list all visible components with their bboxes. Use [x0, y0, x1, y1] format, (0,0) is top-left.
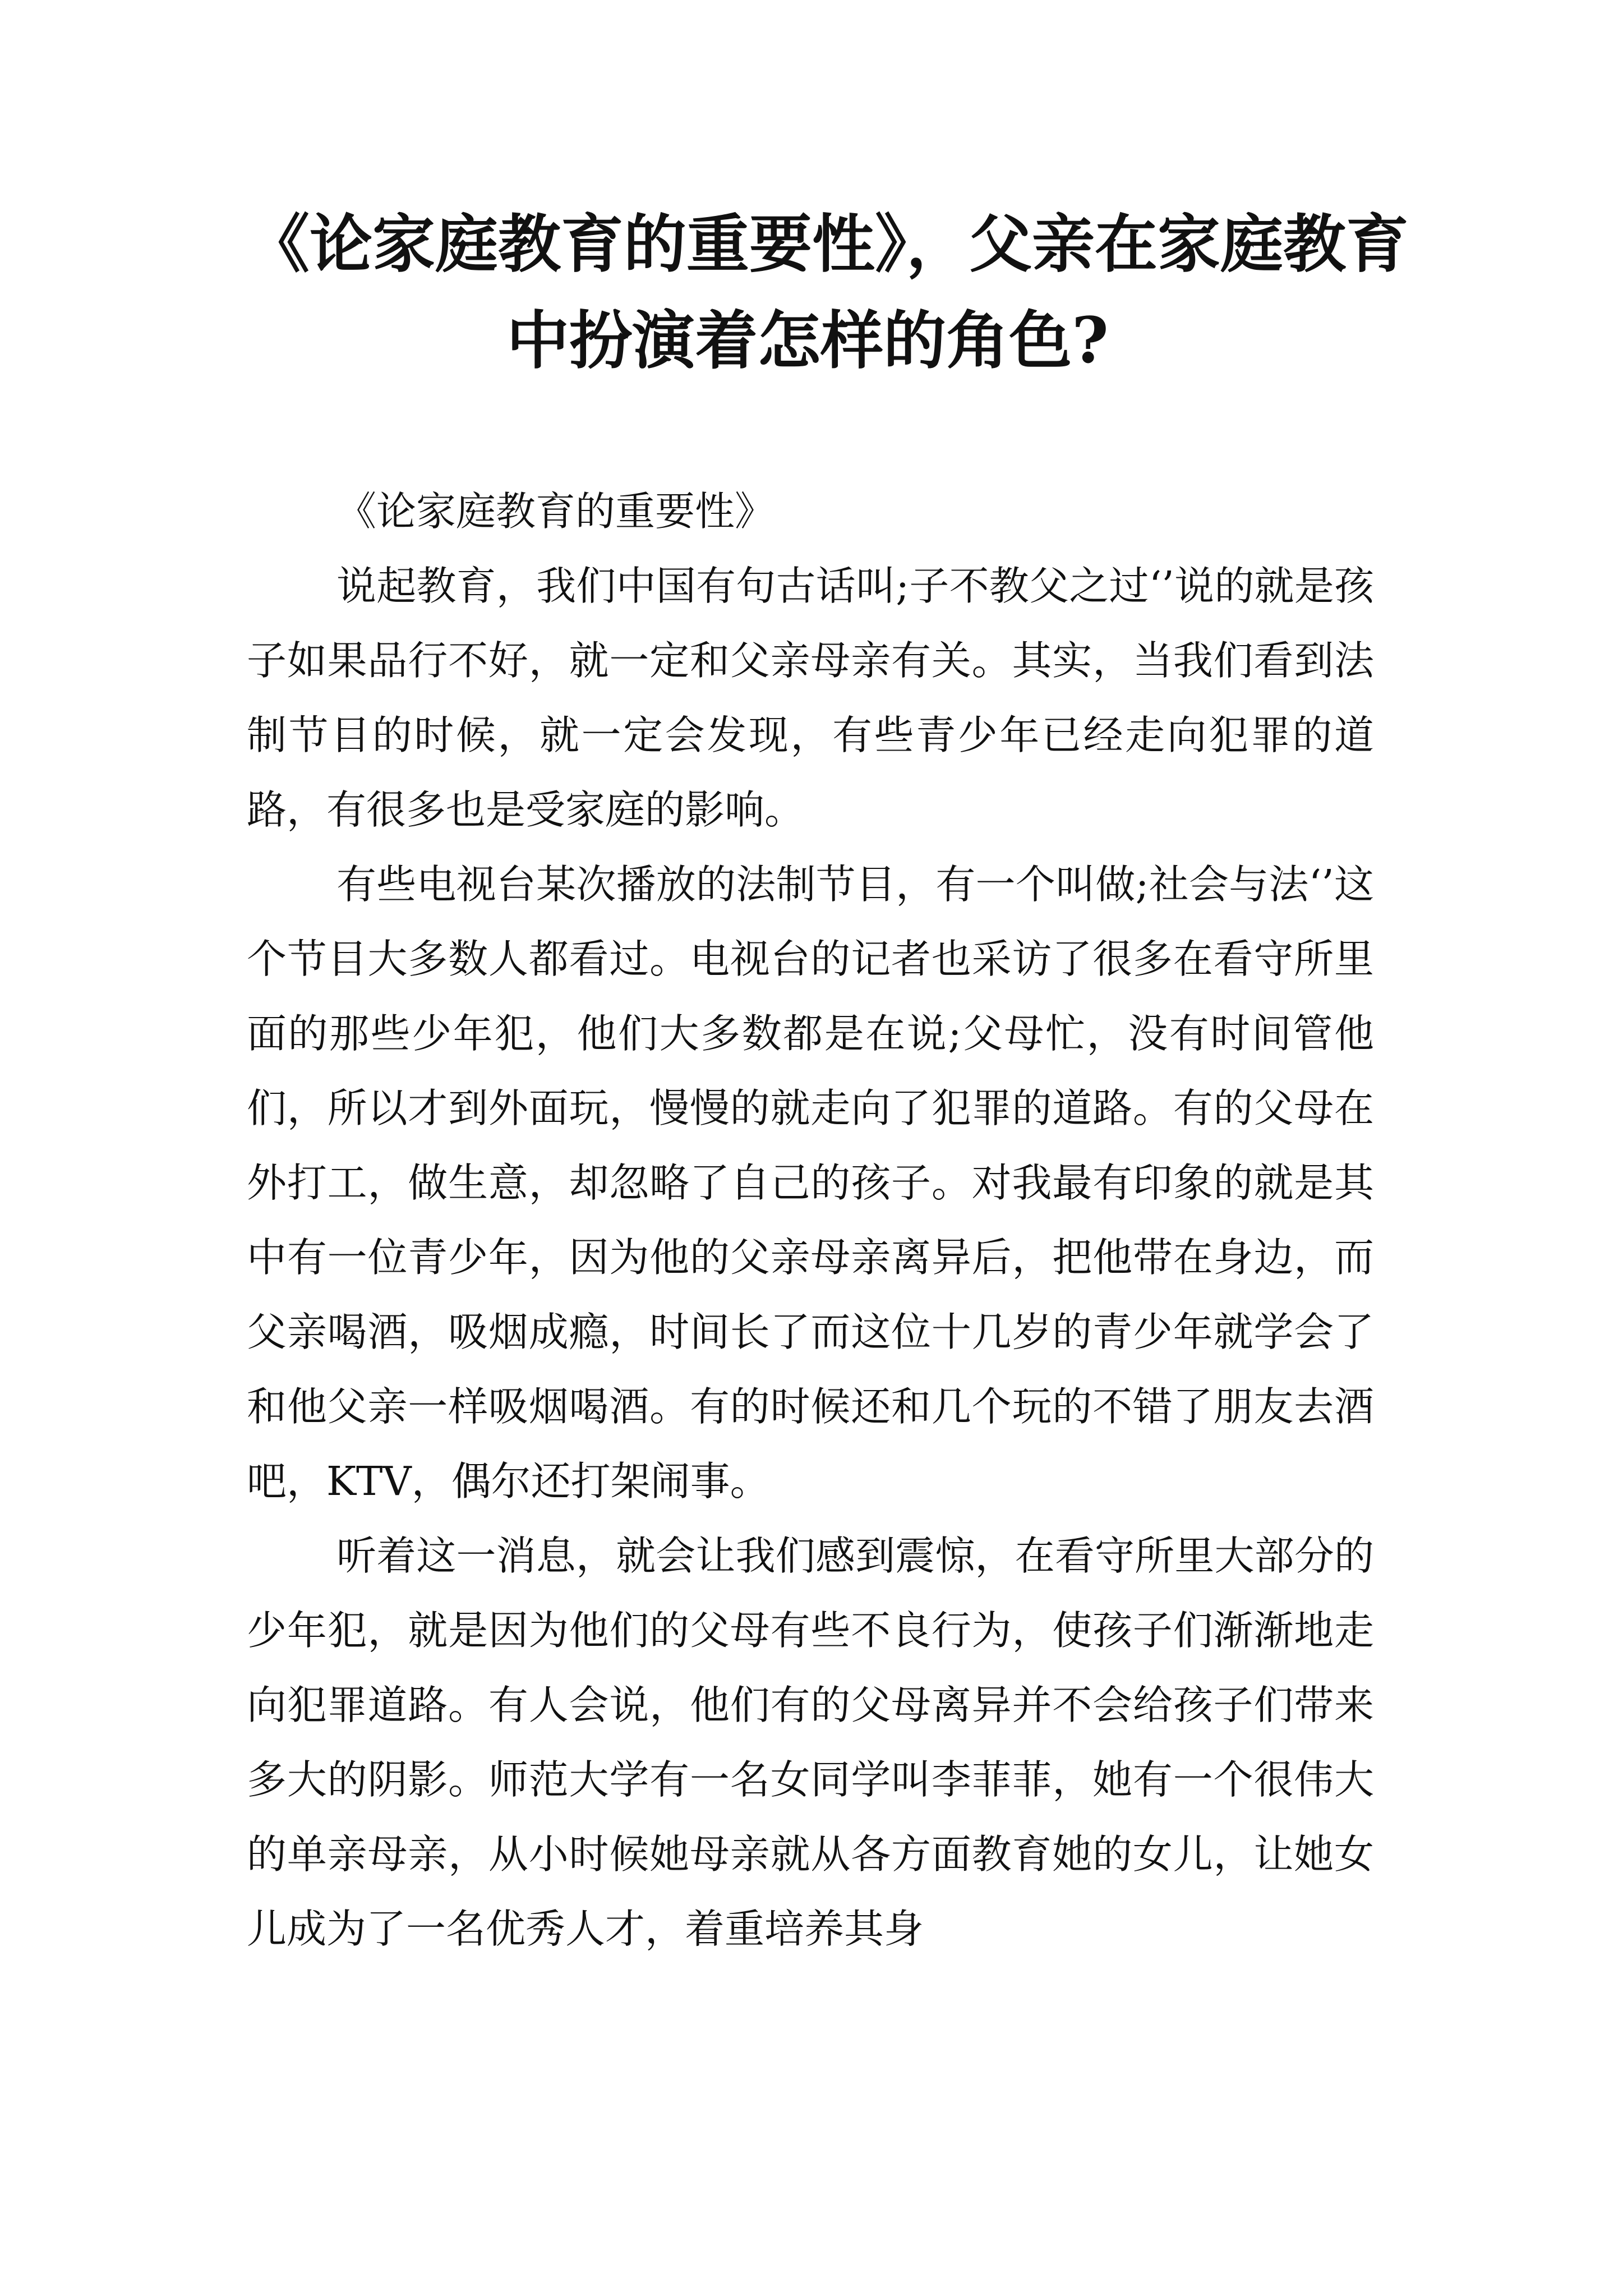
title-line-1: 《论家庭教育的重要性》，父亲在家庭教育 [247, 208, 1409, 281]
title-line-2: 中扮演着怎样的角色? [506, 304, 1109, 378]
paragraph-3: 听着这一消息，就会让我们感到震惊，在看守所里大部分的少年犯，就是因为他们的父母有些不良行为，使孩子们渐渐地走向犯罪道路。有人会说，他们有的父母离异并不会给孩子们带来多大的阴影。师范大学有一名女同学叫李菲菲，她有一个很伟大的单亲母亲，从小时候她母亲就从各方面教育她的女儿，让她女儿成为了一名优秀人才，着重培养其身 [247, 1533, 1374, 1952]
paragraph-2: 有些电视台某次播放的法制节目，有一个叫做;社会与法‘’这个节目大多数人都看过。电视台的记者也采访了很多在看守所里面的那些少年犯，他们大多数都是在说;父母忙，没有时间管他们，所以才到外面玩，慢慢的就走向了犯罪的道路。有的父母在外打工，做生意，却忽略了自己的孩子。对我最有印象的就是其中有一位青少年，因为他的父亲母亲离异后，把他带在身边，而父亲喝酒，吸烟成瘾，时间长了而这位十几岁的青少年就学会了和他父亲一样吸烟喝酒。有的时候还和几个玩的不错了朋友去酒吧，KTV，偶尔还打架闹事。 [247, 861, 1374, 1504]
paragraph-1: 说起教育，我们中国有句古话叫;子不教父之过‘’说的就是孩子如果品行不好，就一定和父亲母亲有关。其实，当我们看到法制节目的时候，就一定会发现，有些青少年已经走向犯罪的道路，有很多也是受家庭的影响。 [247, 563, 1374, 833]
document-body [247, 474, 1374, 1966]
document-title [247, 196, 1409, 389]
paragraph-subtitle: 《论家庭教育的重要性》 [336, 488, 775, 535]
